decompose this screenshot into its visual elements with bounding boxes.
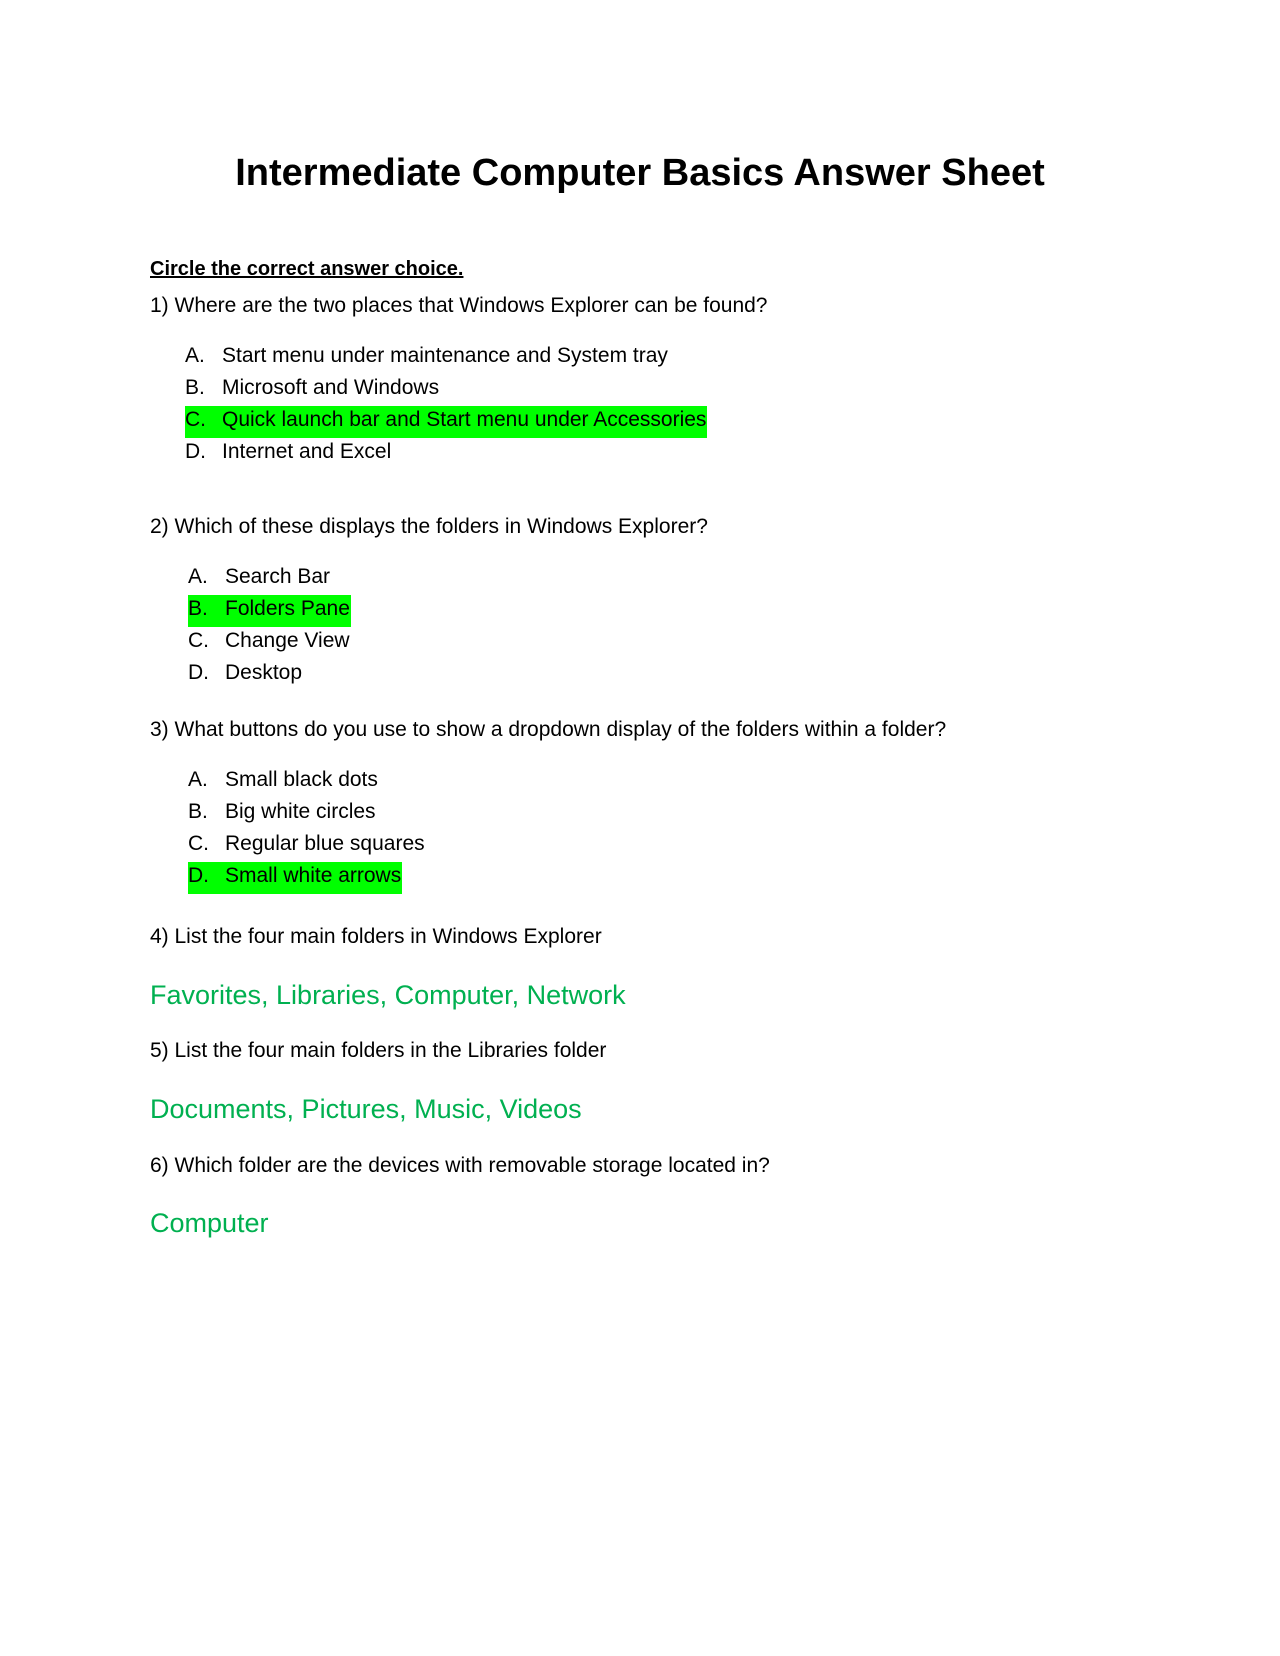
choice-text: Regular blue squares [225, 832, 425, 855]
choice-letter: A. [188, 768, 208, 791]
answer-6: Computer [150, 1208, 269, 1238]
choice-3a [188, 766, 426, 798]
choice-text: Big white circles [225, 800, 376, 823]
question-1: 1) Where are the two places that Windows Explorer can be found? [150, 294, 768, 317]
choice-letter: D. [188, 661, 209, 684]
choice-3b [188, 798, 426, 830]
choice-1b [185, 374, 707, 406]
question-3: 3) What buttons do you use to show a dropdown display of the folders within a folder? [150, 718, 947, 741]
choice-2c [188, 627, 351, 659]
choice-text: Change View [225, 629, 350, 652]
page-title: Intermediate Computer Basics Answer Sheet [235, 152, 1045, 194]
choice-text: Start menu under maintenance and System tray [222, 344, 668, 367]
choice-letter: C. [188, 629, 209, 652]
question-5: 5) List the four main folders in the Libraries folder [150, 1039, 607, 1062]
choice-text: Desktop [225, 661, 303, 684]
choice-letter: B. [185, 376, 205, 399]
question-3-choices [188, 766, 426, 894]
choice-letter: D. [185, 440, 206, 463]
choice-1d [185, 438, 707, 470]
choice-1c-correct [185, 406, 707, 438]
choice-letter: B. [188, 800, 208, 823]
choice-3c [188, 830, 426, 862]
choice-letter: A. [185, 344, 205, 367]
choice-1a [185, 342, 707, 374]
answer-4: Favorites, Libraries, Computer, Network [150, 980, 626, 1010]
choice-text: Small white arrows [225, 864, 402, 887]
choice-text: Internet and Excel [222, 440, 392, 463]
choice-letter: C. [188, 832, 209, 855]
choice-2b-correct [188, 595, 351, 627]
choice-text: Quick launch bar and Start menu under Accessories [222, 408, 707, 431]
choice-2d [188, 659, 351, 691]
choice-letter: C. [185, 408, 206, 431]
question-2-choices [188, 563, 351, 691]
choice-3d-correct [188, 862, 426, 894]
choice-text: Search Bar [225, 565, 331, 588]
choice-letter: A. [188, 565, 208, 588]
question-4: 4) List the four main folders in Windows Explorer [150, 925, 602, 948]
question-1-choices [185, 342, 707, 470]
instruction: Circle the correct answer choice. [150, 258, 464, 280]
choice-text: Folders Pane [225, 597, 350, 620]
question-6: 6) Which folder are the devices with removable storage located in? [150, 1154, 770, 1177]
answer-5: Documents, Pictures, Music, Videos [150, 1094, 582, 1124]
choice-text: Microsoft and Windows [222, 376, 440, 399]
choice-2a [188, 563, 351, 595]
choice-text: Small black dots [225, 768, 378, 791]
choice-letter: D. [188, 864, 209, 887]
question-2: 2) Which of these displays the folders in Windows Explorer? [150, 515, 708, 538]
choice-letter: B. [188, 597, 208, 620]
